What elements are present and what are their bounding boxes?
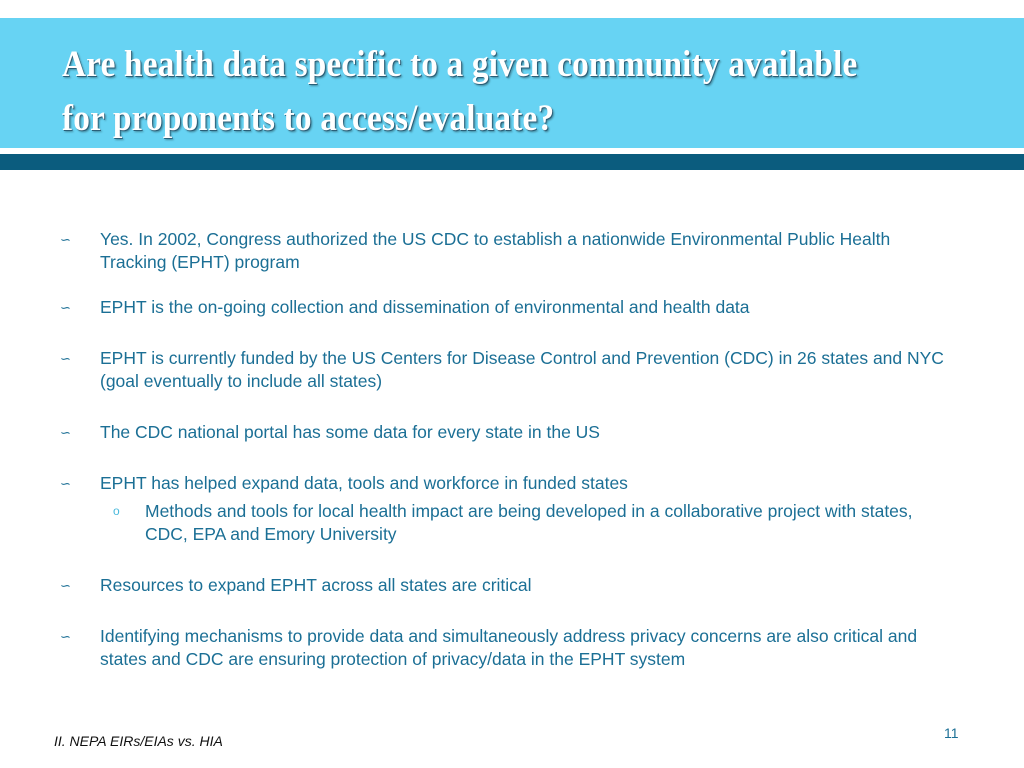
bullet-item (60, 574, 960, 597)
bullet-item (60, 421, 960, 444)
sub-bullet-item (100, 500, 960, 546)
circle-bullet-icon: o (113, 504, 120, 518)
bullet-item (60, 228, 960, 274)
bullet-text: EPHT has helped expand data, tools and workforce in funded states (100, 473, 628, 493)
divider-bar (0, 154, 1024, 170)
bullet-item (60, 296, 960, 319)
bullet-icon: ∽ (60, 300, 71, 315)
bullet-text: EPHT is currently funded by the US Centers for Disease Control and Prevention (CDC) in 26 states and NYC (goal eventually to include all states) (100, 348, 944, 391)
bullet-icon: ∽ (60, 351, 71, 366)
bullet-icon: ∽ (60, 578, 71, 593)
bullet-icon: ∽ (60, 425, 71, 440)
bullet-icon: ∽ (60, 232, 71, 247)
bullet-text: EPHT is the on-going collection and dissemination of environmental and health data (100, 297, 750, 317)
bullet-text: Identifying mechanisms to provide data and simultaneously address privacy concerns are also critical and states and CDC are ensuring protection of privacy/data in the EPHT system (100, 626, 918, 669)
bullet-text: Resources to expand EPHT across all states are critical (100, 575, 532, 595)
bullet-list (60, 228, 960, 671)
footer-text: II. NEPA EIRs/EIAs vs. HIA (54, 733, 223, 749)
bullet-icon: ∽ (60, 629, 71, 644)
bullet-text: Yes. In 2002, Congress authorized the US CDC to establish a nationwide Environmental Public Health Tracking (EPHT) program (100, 229, 891, 272)
bullet-item (60, 472, 960, 546)
sub-bullet-text: Methods and tools for local health impact are being developed in a collaborative project with states, CDC, EPA and Emory University (145, 501, 913, 544)
slide-number: 11 (944, 725, 959, 741)
bullet-icon: ∽ (60, 476, 71, 491)
slide-title: Are health data specific to a given community available for proponents to access/evaluate? (62, 44, 858, 139)
title-band (0, 18, 1024, 148)
bullet-item (60, 625, 960, 671)
bullet-item (60, 347, 960, 393)
bullet-text: The CDC national portal has some data for every state in the US (100, 422, 600, 442)
